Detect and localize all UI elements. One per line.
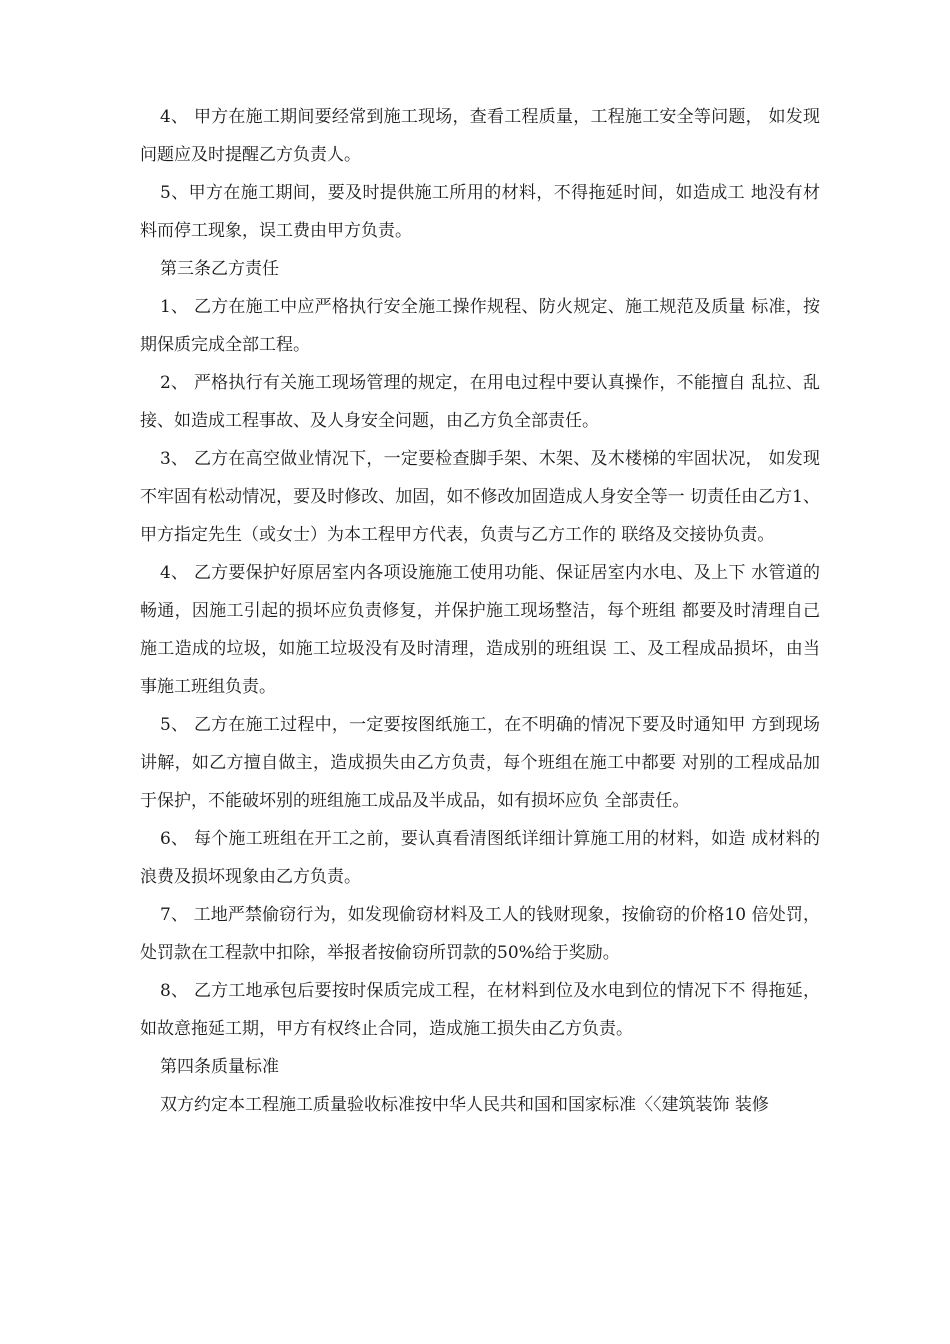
document-body [140, 98, 820, 1124]
paragraph-party-a-item-5: 5、甲方在施工期间，要及时提供施工所用的材料，不得拖延时间，如造成工 地没有材料而停工现象，误工费由甲方负责。 [140, 183, 820, 241]
paragraph-party-b-item-2: 2、 严格执行有关施工现场管理的规定，在用电过程中要认真操作，不能擅自 乱拉、乱接、如造成工程事故、及人身安全问题，由乙方负全部责任。 [140, 373, 820, 431]
paragraph-party-b-item-6: 6、 每个施工班组在开工之前，要认真看清图纸详细计算施工用的材料，如造 成材料的浪费及损坏现象由乙方负责。 [140, 829, 820, 887]
paragraph-party-b-item-7: 7、 工地严禁偷窃行为，如发现偷窃材料及工人的钱财现象，按偷窃的价格10 倍处罚，处罚款在工程款中扣除，举报者按偷窃所罚款的50%给于奖励。 [140, 905, 820, 963]
paragraph-party-b-item-5: 5、 乙方在施工过程中，一定要按图纸施工，在不明确的情况下要及时通知甲 方到现场讲解，如乙方擅自做主，造成损失由乙方负责，每个班组在施工中都要 对别的工程成品加于保护，不能破坏别的班组施工成品及半成品，如有损坏应负 全部责任。 [140, 715, 820, 811]
section-heading-article-3: 第三条乙方责任 [160, 259, 279, 279]
paragraph-party-b-item-1: 1、 乙方在施工中应严格执行安全施工操作规程、防火规定、施工规范及质量 标准，按期保质完成全部工程。 [140, 297, 820, 355]
paragraph-quality-standard: 双方约定本工程施工质量验收标准按中华人民共和国和国家标准〈〈建筑装饰 装修 [160, 1095, 769, 1115]
paragraph-party-a-item-4: 4、 甲方在施工期间要经常到施工现场，查看工程质量，工程施工安全等问题， 如发现问题应及时提醒乙方负责人。 [140, 107, 820, 165]
paragraph-party-b-item-8: 8、 乙方工地承包后要按时保质完成工程，在材料到位及水电到位的情况下不 得拖延，如故意拖延工期，甲方有权终止合同，造成施工损失由乙方负责。 [140, 981, 820, 1039]
section-heading-article-4: 第四条质量标准 [160, 1057, 279, 1077]
paragraph-party-b-item-3: 3、 乙方在高空做业情况下，一定要检查脚手架、木架、及木楼梯的牢固状况， 如发现不牢固有松动情况，要及时修改、加固，如不修改加固造成人身安全等一 切责任由乙方1、甲方指定先生（或女士）为本工程甲方代表，负责与乙方工作的 联络及交接协负责。 [140, 449, 820, 545]
paragraph-party-b-item-4: 4、 乙方要保护好原居室内各项设施施工使用功能、保证居室内水电、及上下 水管道的畅通，因施工引起的损坏应负责修复，并保护施工现场整洁，每个班组 都要及时清理自己施工造成的垃圾，如施工垃圾没有及时清理，造成别的班组误 工、及工程成品损坏，由当事施工班组负责。 [140, 563, 820, 697]
